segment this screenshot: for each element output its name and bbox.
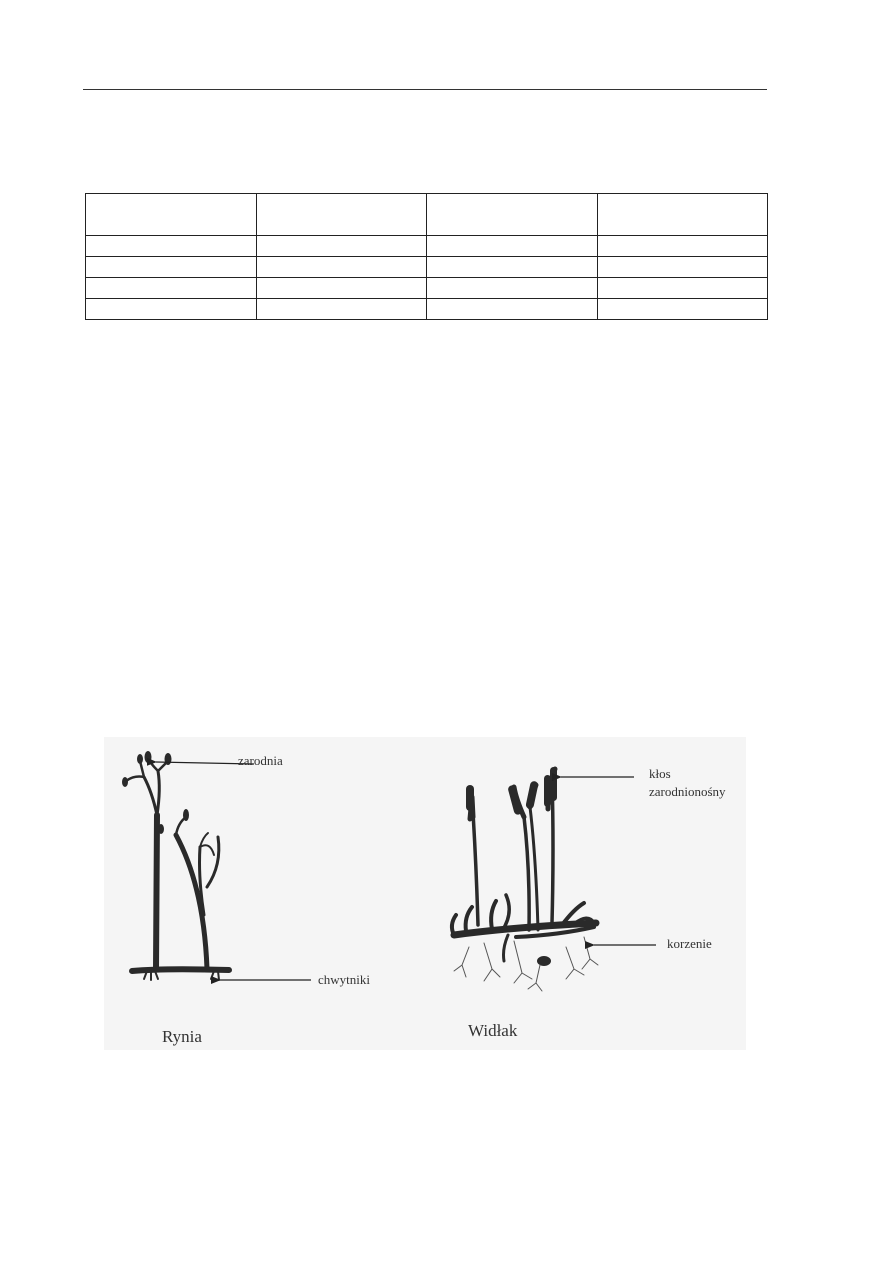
table-header-cell [86, 194, 257, 236]
table-cell [597, 299, 768, 320]
widlak-drawing [452, 767, 598, 991]
plant-figure [104, 737, 746, 1050]
table-row [86, 257, 768, 278]
table-cell [86, 236, 257, 257]
table-cell [427, 299, 598, 320]
label-chwytniki: chwytniki [318, 972, 370, 987]
table-header-cell [597, 194, 768, 236]
table-header-cell [427, 194, 598, 236]
table-cell [597, 257, 768, 278]
table-cell [427, 278, 598, 299]
table-cell [427, 257, 598, 278]
header-rule [83, 89, 767, 90]
caption-widlak: Widłak [468, 1021, 518, 1040]
table-cell [256, 278, 427, 299]
table-row [86, 299, 768, 320]
label-klos: kłos [649, 766, 671, 781]
table-cell [256, 299, 427, 320]
label-zarodnia: zarodnia [238, 753, 283, 768]
table-cell [86, 299, 257, 320]
table-cell [256, 236, 427, 257]
table-header-cell [256, 194, 427, 236]
table-cell [597, 278, 768, 299]
table-cell [256, 257, 427, 278]
label-korzenie: korzenie [667, 936, 712, 951]
label-zarodnionosny: zarodnionośny [649, 784, 726, 799]
caption-rynia: Rynia [162, 1027, 202, 1046]
table-cell [86, 257, 257, 278]
table-cell [597, 236, 768, 257]
table-header-row [86, 194, 768, 236]
table-row [86, 278, 768, 299]
table-cell [86, 278, 257, 299]
rynia-drawing [122, 751, 229, 980]
answer-table [85, 193, 768, 320]
table-row [86, 236, 768, 257]
table-cell [427, 236, 598, 257]
